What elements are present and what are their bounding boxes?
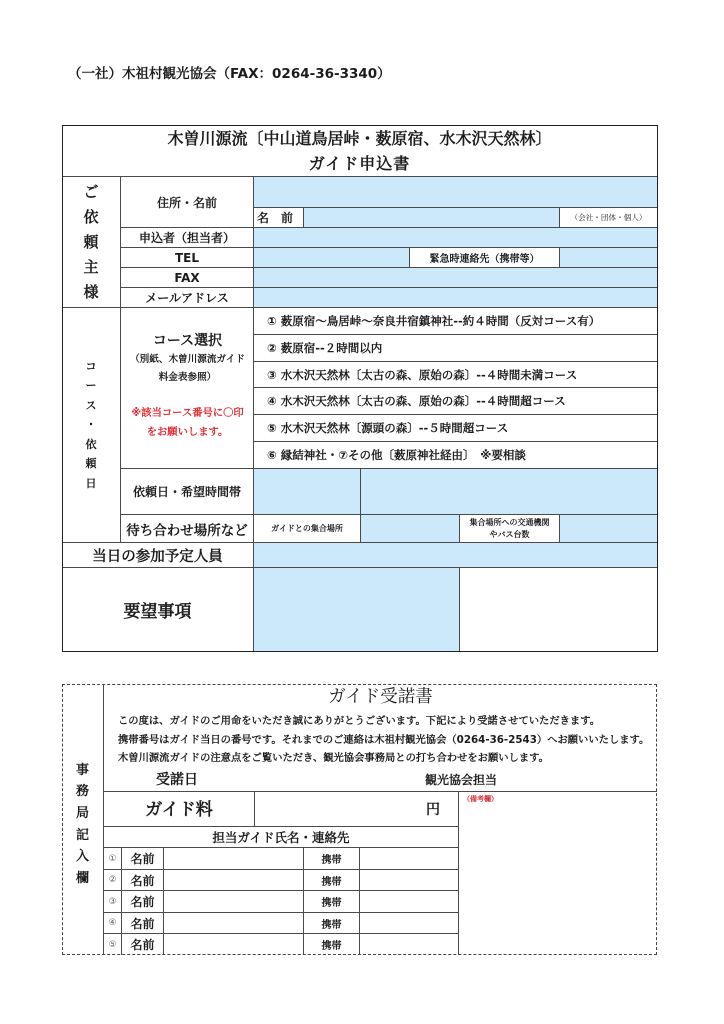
accepted-date-label: 受諾日: [156, 772, 198, 788]
fee-label: ガイド料: [104, 792, 255, 827]
course-option-1[interactable]: ① 薮原宿～鳥居峠～奈良井宿鎮神社--約４時間（反対コース有）: [254, 308, 658, 335]
vertical-char: ・: [85, 418, 97, 432]
course-select-note-line1: （別紙、木曽川源流ガイド: [130, 354, 245, 365]
vertical-char: 欄: [75, 870, 89, 886]
guide-name-label: 名前: [122, 891, 164, 913]
vertical-char: 依: [83, 207, 99, 226]
guide-name-field[interactable]: [164, 934, 304, 955]
fax-field[interactable]: [254, 268, 658, 288]
date-label: 依頼日・希望時間帯: [121, 469, 254, 515]
guide-name-label: 名前: [122, 848, 164, 870]
acceptance-note-3: 木曽川源流ガイドの注意点をご覧いただき、観光協会事務局との打ち合わせをお願いします。: [118, 752, 549, 764]
guide-name-label: 名前: [122, 934, 164, 955]
vertical-char: 頼: [83, 232, 99, 251]
name-label: 名 前: [254, 208, 304, 228]
email-label: メールアドレス: [121, 288, 254, 308]
requests-label: 要望事項: [62, 568, 254, 652]
vertical-char: 記: [75, 827, 89, 843]
requests-extra-area[interactable]: [460, 568, 658, 652]
vertical-char: 主: [83, 257, 99, 276]
remarks-label: （備考欄）: [463, 795, 498, 803]
transport-label-line1: 集合場所への交通機関: [469, 517, 550, 527]
guide-phone-label: 携帯: [304, 848, 360, 870]
meeting-label: 待ち合わせ場所など: [121, 515, 254, 543]
vertical-char: 局: [75, 805, 89, 821]
guide-name-label: 名前: [122, 913, 164, 934]
email-field[interactable]: [254, 288, 658, 308]
participants-label: 当日の参加予定人員: [62, 543, 254, 568]
remarks-area[interactable]: [459, 792, 657, 955]
vertical-char: ー: [85, 379, 97, 393]
transport-label-line2: やバス台数: [489, 529, 530, 539]
meeting-place-field[interactable]: [361, 515, 460, 543]
address-name-label: 住所・名前: [121, 177, 254, 228]
name-hint: （会社・団体・個人）: [560, 208, 658, 228]
course-option-4[interactable]: ④ 水木沢天然林〔太古の森、原始の森〕--４時間超コース: [254, 388, 658, 415]
guide-header: 担当ガイド氏名・連絡先: [104, 827, 459, 848]
course-select-note-line2: 料金表参照）: [158, 372, 217, 383]
guide-phone-field[interactable]: [360, 870, 459, 891]
vertical-char: ス: [85, 398, 97, 412]
tel-label: TEL: [121, 248, 254, 268]
guide-number: ②: [104, 870, 122, 891]
course-section-label: [62, 308, 121, 543]
course-select-cell: [121, 308, 254, 469]
organization-header: （一社）木祖村観光協会（FAX：0264-36-3340）: [68, 66, 391, 82]
vertical-char: 入: [75, 849, 89, 865]
acceptance-note-2: 携帯番号はガイド当日の番号です。それまでのご連絡は木祖村観光協会（0264-36-2543）へお願いいたします。: [118, 734, 650, 746]
transport-field[interactable]: [560, 515, 658, 543]
applicant-field[interactable]: [254, 228, 658, 248]
guide-phone-label: 携帯: [304, 870, 360, 891]
vertical-char: 様: [83, 282, 99, 301]
date-field[interactable]: [254, 469, 361, 515]
acceptance-note-1: この度は、ガイドのご用命をいただき誠にありがとうございます。下記により受諾させていただきます。: [118, 715, 600, 727]
office-use-label: [62, 684, 104, 955]
form-title-line1: 木曽川源流〔中山道鳥居峠・薮原宿、水木沢天然林〕: [167, 128, 552, 148]
guide-phone-label: 携帯: [304, 891, 360, 913]
course-option-2[interactable]: ② 薮原宿--２時間以内: [254, 335, 658, 362]
accepted-date-row: [104, 768, 657, 792]
course-option-6[interactable]: ⑥ 縁結神社・⑦その他〔薮原神社経由〕 ※要相談: [254, 442, 658, 469]
guide-name-field[interactable]: [164, 913, 304, 934]
vertical-char: 頼: [85, 457, 97, 471]
form-title-line2: ガイド申込書: [308, 153, 411, 173]
participants-field[interactable]: [254, 543, 658, 568]
tel-field[interactable]: [254, 248, 410, 268]
guide-phone-field[interactable]: [360, 934, 459, 955]
address-field[interactable]: [254, 177, 658, 208]
guide-phone-field[interactable]: [360, 891, 459, 913]
guide-number: ④: [104, 913, 122, 934]
staff-label: 観光協会担当: [425, 773, 498, 787]
vertical-char: 日: [85, 476, 97, 490]
vertical-char: 依: [85, 437, 97, 451]
guide-name-field[interactable]: [164, 891, 304, 913]
meeting-place-label: ガイドとの集合場所: [254, 515, 361, 543]
vertical-char: 務: [75, 784, 89, 800]
emergency-contact-field[interactable]: [560, 248, 658, 268]
guide-number: ③: [104, 891, 122, 913]
vertical-char: 事: [75, 762, 89, 778]
course-option-5[interactable]: ⑤ 水木沢天然林〔源頭の森〕--５時間超コース: [254, 415, 658, 442]
guide-phone-field[interactable]: [360, 848, 459, 870]
name-field[interactable]: [304, 208, 560, 228]
fee-field[interactable]: [255, 792, 459, 827]
time-field[interactable]: [361, 469, 658, 515]
vertical-char: ご: [83, 182, 99, 201]
fee-unit: 円: [426, 802, 440, 818]
vertical-char: コ: [85, 359, 97, 373]
guide-name-label: 名前: [122, 870, 164, 891]
course-option-3[interactable]: ③ 水木沢天然林〔太古の森、原始の森〕--４時間未満コース: [254, 362, 658, 388]
guide-number: ⑤: [104, 934, 122, 955]
guide-phone-label: 携帯: [304, 934, 360, 955]
course-select-title: コース選択: [152, 333, 223, 349]
guide-name-field[interactable]: [164, 848, 304, 870]
emergency-contact-label: 緊急時連絡先（携帯等）: [410, 248, 560, 268]
guide-name-field[interactable]: [164, 870, 304, 891]
requests-field[interactable]: [254, 568, 460, 652]
form-title: [62, 125, 658, 177]
applicant-label: 申込者（担当者）: [121, 228, 254, 248]
requester-section-label: [62, 177, 121, 308]
transport-label: [460, 515, 560, 543]
guide-number: ①: [104, 848, 122, 870]
course-instruction-line1: ※該当コース番号に〇印: [131, 407, 244, 419]
course-instruction-line2: をお願いします。: [146, 426, 229, 438]
fax-label: FAX: [121, 268, 254, 288]
guide-phone-field[interactable]: [360, 913, 459, 934]
acceptance-title: ガイド受諾書: [328, 687, 433, 707]
guide-phone-label: 携帯: [304, 913, 360, 934]
